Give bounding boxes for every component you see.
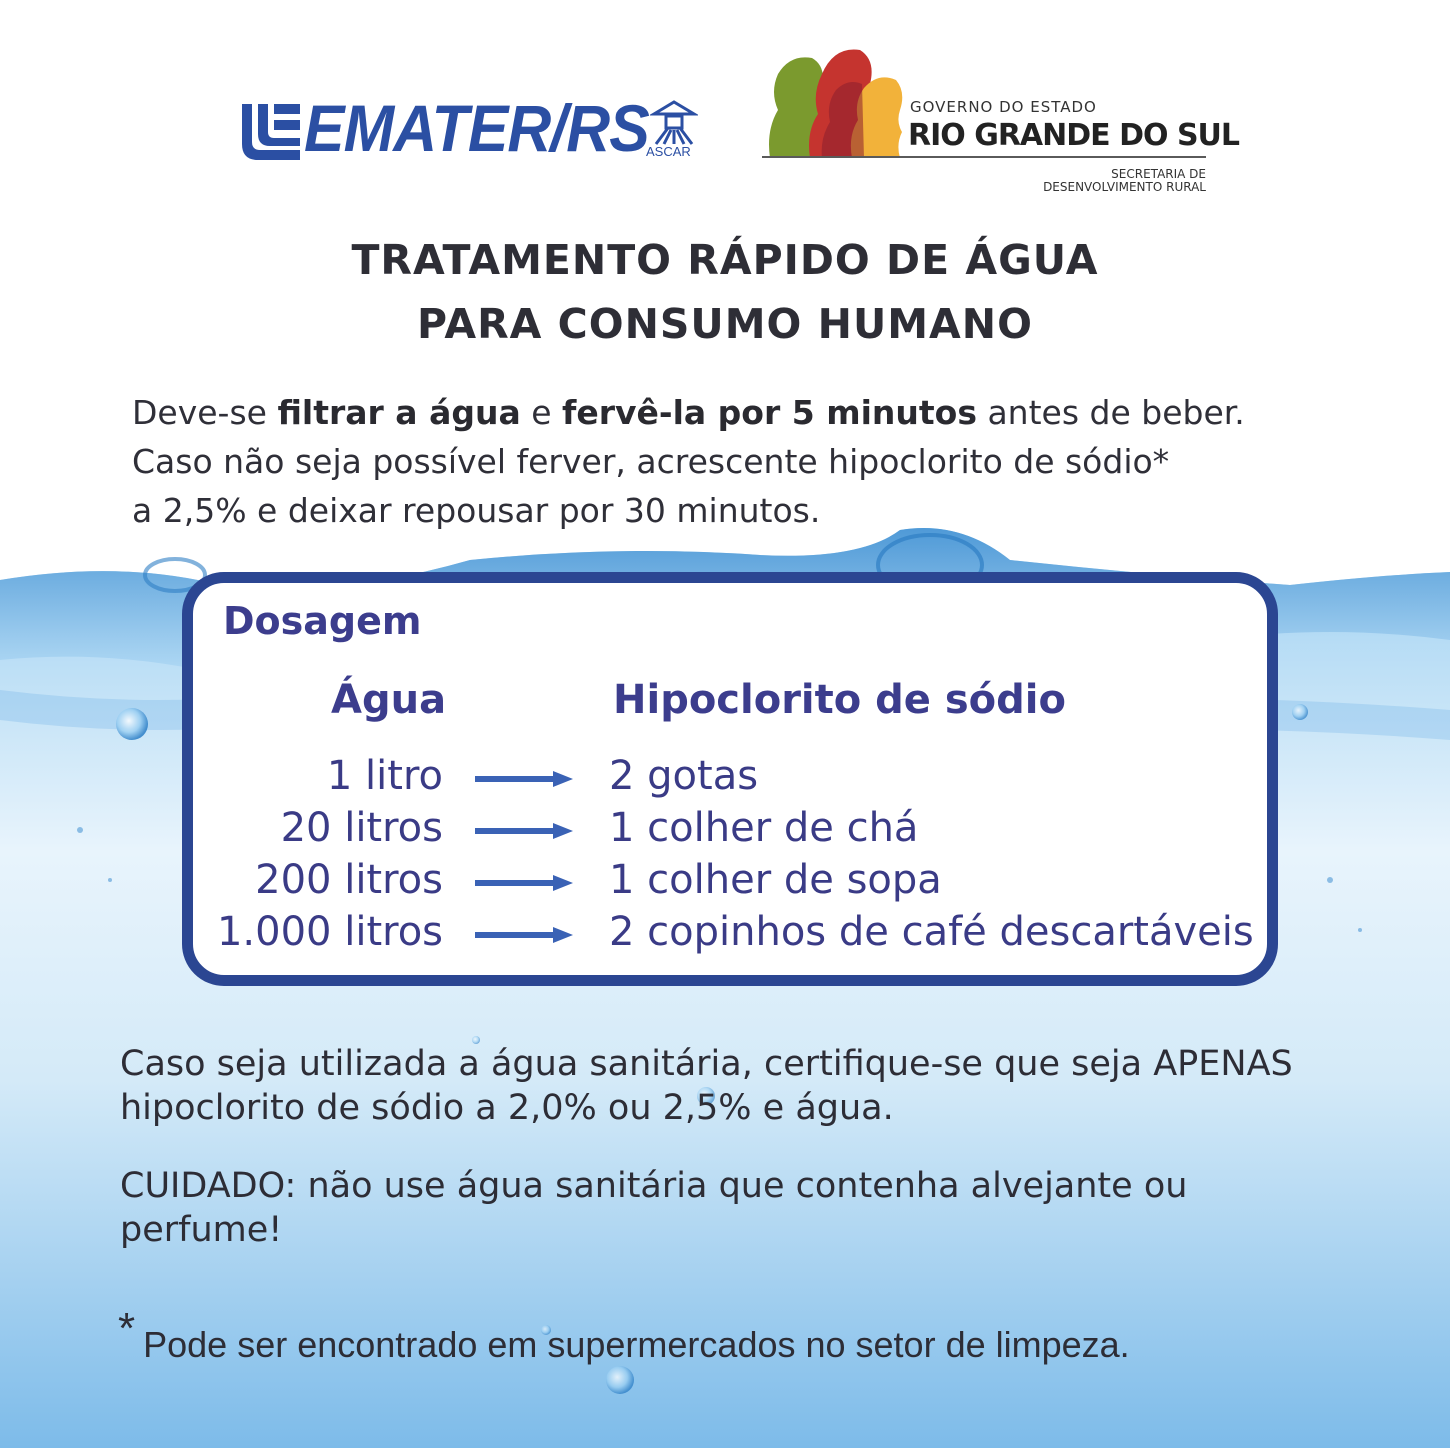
hypochlorite-amount: 1 colher de chá: [609, 805, 919, 851]
footnote-asterisk: *: [118, 1304, 136, 1353]
water-amount: 1.000 litros: [216, 909, 443, 955]
dosage-row: [193, 753, 1269, 805]
faces-silhouette-icon: [760, 40, 910, 160]
intro-bold-2: fervê-la por 5 minutos: [562, 393, 977, 432]
arrow-right-icon: [475, 771, 573, 787]
intro-line1: [132, 388, 1332, 437]
intro-bold-1: filtrar a água: [277, 393, 521, 432]
secretariat-label: [1043, 168, 1206, 194]
intro-line3: a 2,5% e deixar repousar por 30 minutos.: [132, 491, 821, 530]
water-amount: 20 litros: [280, 805, 443, 851]
dosage-row: [193, 909, 1269, 961]
sanitary-water-note: Caso seja utilizada a água sanitária, certifique-se que seja APENAS hipoclorito de sódio a 2,0% ou 2,5% e água.: [120, 1044, 1293, 1128]
page-title-line2: PARA CONSUMO HUMANO: [417, 300, 1033, 348]
secretariat-line1: SECRETARIA DE: [1111, 167, 1206, 181]
warning-note: CUIDADO: não use água sanitária que contenha alvejante ou perfume!: [120, 1166, 1188, 1250]
rs-government-logo: [760, 40, 1240, 200]
gov-label: GOVERNO DO ESTADO: [910, 98, 1097, 116]
water-amount: 1 litro: [326, 753, 443, 799]
footnote-text: Pode ser encontrado em supermercados no setor de limpeza.: [143, 1324, 1130, 1365]
emater-logo: [240, 91, 710, 168]
ascar-house-icon: [650, 100, 698, 146]
secretariat-line2: DESENVOLVIMENTO RURAL: [1043, 180, 1206, 194]
ascar-label: ASCAR: [646, 144, 691, 159]
dosage-row: [193, 805, 1269, 857]
hypochlorite-amount: 2 gotas: [609, 753, 759, 799]
dosage-box: [182, 572, 1278, 986]
logo-divider: [762, 156, 1206, 158]
dosage-row: [193, 857, 1269, 909]
water-amount: 200 litros: [255, 857, 443, 903]
intro-text-2: e: [520, 393, 563, 432]
arrow-right-icon: [475, 875, 573, 891]
hypochlorite-column-header: Hipoclorito de sódio: [613, 677, 1066, 723]
intro-text: [132, 388, 1332, 535]
emater-mark-icon: [240, 102, 302, 160]
hypochlorite-amount: 1 colher de sopa: [609, 857, 942, 903]
intro-text-3: antes de beber.: [976, 393, 1245, 432]
page-title-line1: TRATAMENTO RÁPIDO DE ÁGUA: [351, 236, 1099, 284]
hypochlorite-amount: 2 copinhos de café descartáveis: [609, 909, 1254, 955]
emater-name: EMATER/RS: [304, 91, 649, 165]
state-label: RIO GRANDE DO SUL: [908, 118, 1240, 153]
arrow-right-icon: [475, 823, 573, 839]
water-column-header: Água: [331, 677, 447, 723]
footnote: [118, 1304, 1130, 1368]
intro-text-1: Deve-se: [132, 393, 278, 432]
arrow-right-icon: [475, 927, 573, 943]
intro-line2: Caso não seja possível ferver, acrescente hipoclorito de sódio*: [132, 442, 1170, 481]
dosage-title: Dosagem: [223, 599, 422, 643]
